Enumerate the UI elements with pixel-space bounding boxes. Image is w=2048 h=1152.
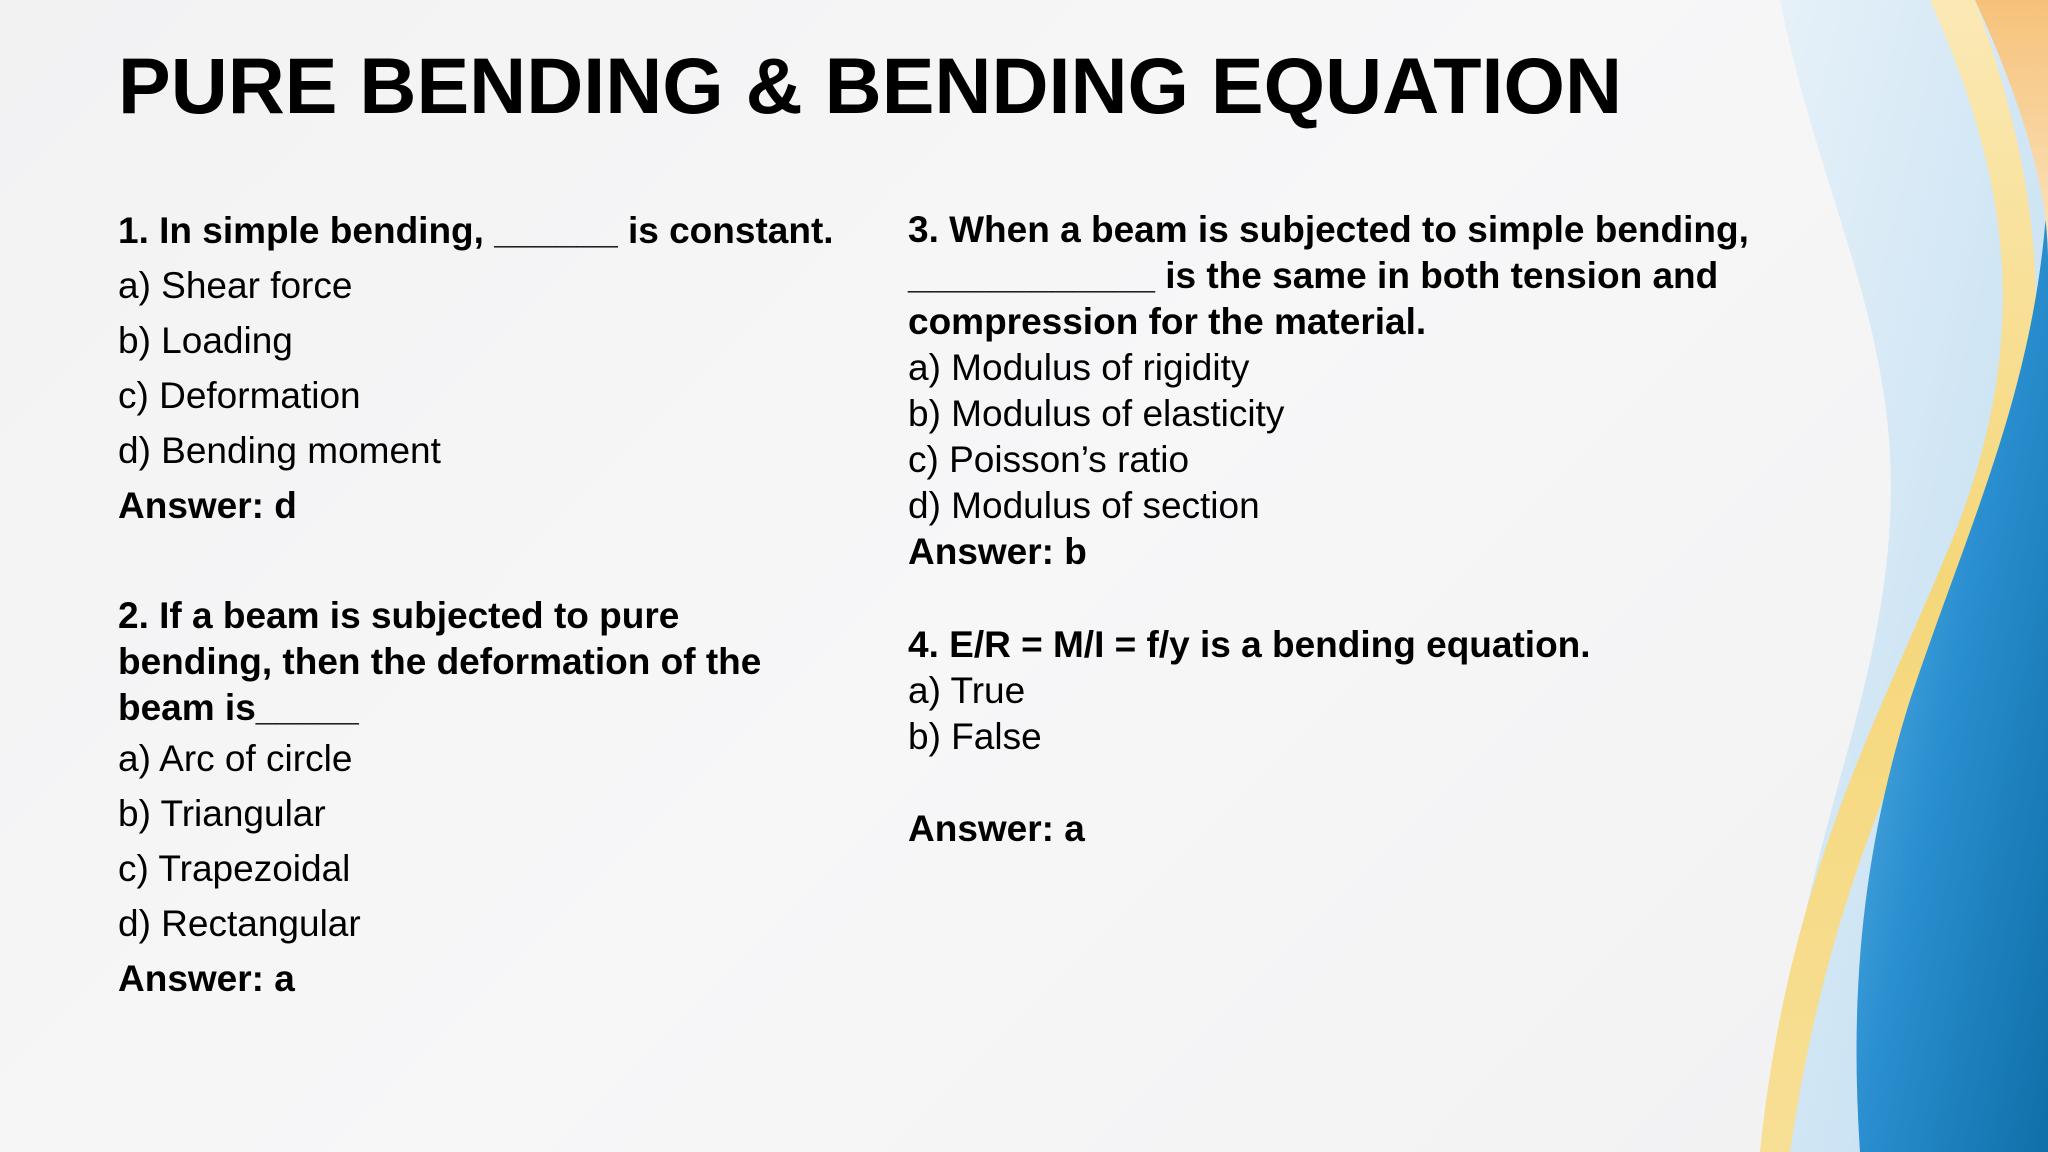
answer-option-c: c) Trapezoidal [118, 848, 351, 889]
question-prompt-line-3: beam is_____ [118, 687, 359, 728]
answer-option-a: a) Arc of circle [118, 738, 353, 779]
answer-option-d: d) Rectangular [118, 903, 361, 944]
question-prompt-line-1: 3. When a beam is subjected to simple bending, [908, 209, 1749, 250]
answer-option-a: a) Modulus of rigidity [908, 347, 1250, 388]
question-prompt-line-2: ____________ is the same in both tension and [908, 255, 1719, 296]
correct-answer: Answer: b [908, 531, 1087, 572]
correct-answer: Answer: d [118, 485, 297, 526]
correct-answer: Answer: a [118, 958, 295, 999]
answer-option-d: d) Bending moment [118, 430, 441, 471]
question-prompt-line-1: 2. If a beam is subjected to pure [118, 595, 680, 636]
question-prompt: 4. E/R = M/I = f/y is a bending equation. [908, 624, 1591, 665]
slide-title: PURE BENDING & BENDING EQUATION [118, 41, 1623, 130]
correct-answer: Answer: a [908, 808, 1085, 849]
question-3 [908, 207, 1808, 575]
answer-option-b: b) Triangular [118, 793, 326, 834]
question-1 [118, 203, 878, 533]
question-4 [908, 622, 1808, 852]
answer-option-b: b) Loading [118, 320, 293, 361]
answer-option-c: c) Poisson’s ratio [908, 439, 1190, 480]
answer-option-b: b) False [908, 716, 1042, 757]
question-prompt: 1. In simple bending, ______ is constant. [118, 210, 834, 251]
answer-option-d: d) Modulus of section [908, 485, 1260, 526]
question-2 [118, 593, 878, 1006]
answer-option-b: b) Modulus of elasticity [908, 393, 1285, 434]
question-prompt-line-3: compression for the material. [908, 301, 1427, 342]
answer-option-c: c) Deformation [118, 375, 361, 416]
question-prompt-line-2: bending, then the deformation of the [118, 641, 762, 682]
answer-option-a: a) True [908, 670, 1026, 711]
answer-option-a: a) Shear force [118, 265, 353, 306]
